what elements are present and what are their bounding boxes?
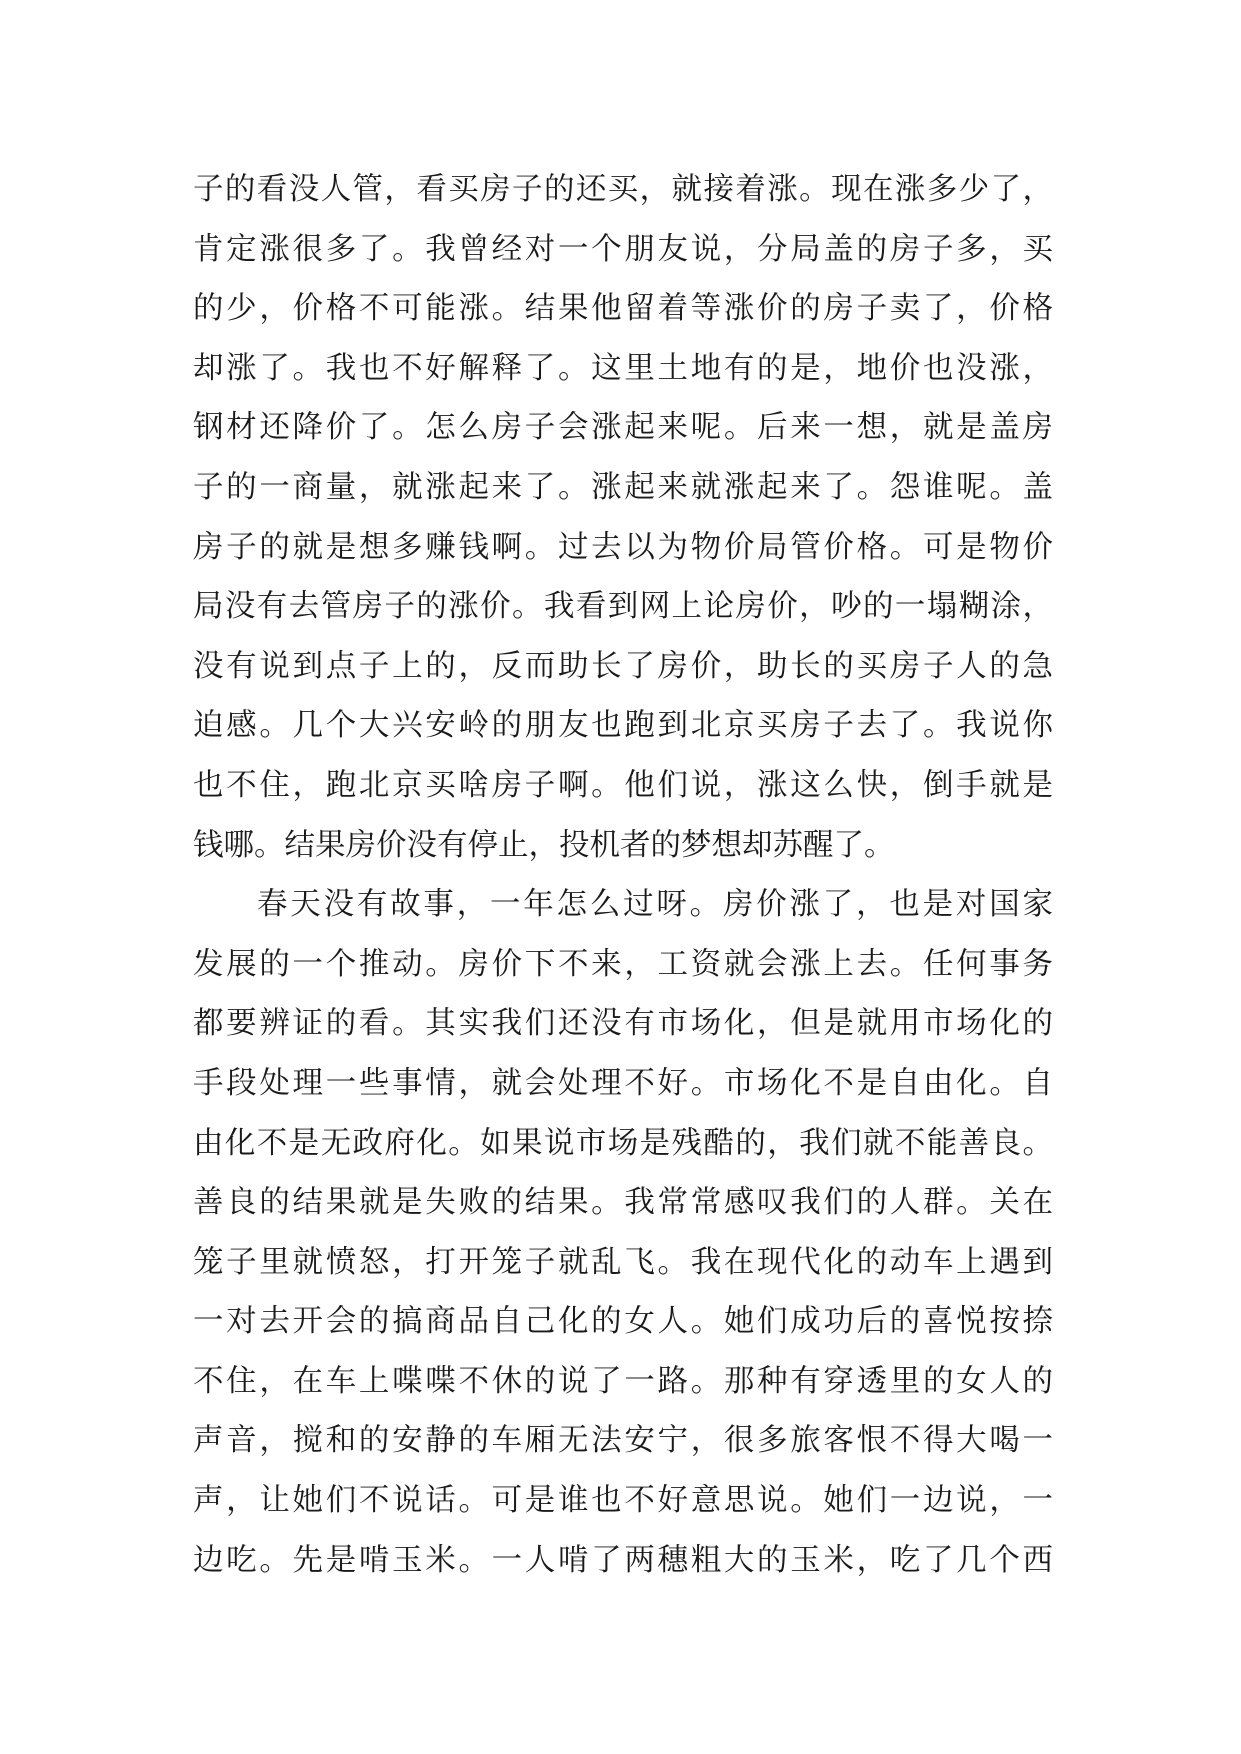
- text-line: 笼子里就愤怒，打开笼子就乱飞。我在现代化的动车上遇到: [193, 1244, 1053, 1280]
- text-line: 子的看没人管，看买房子的还买，就接着涨。现在涨多少了，: [193, 172, 1053, 207]
- text-line: 不住，在车上喋喋不休的说了一路。那种有穿透里的女人的: [193, 1363, 1053, 1399]
- text-line: 局没有去管房子的涨价。我看到网上论房价，吵的一塌糊涂，: [193, 589, 1053, 625]
- text-line: 发展的一个推动。房价下不来，工资就会涨上去。任何事务: [193, 946, 1053, 982]
- text-line: 边吃。先是啃玉米。一人啃了两穗粗大的玉米，吃了几个西: [193, 1542, 1053, 1578]
- text-line: 都要辨证的看。其实我们还没有市场化，但是就用市场化的: [193, 1006, 1053, 1042]
- paragraph-2: [193, 875, 1053, 1590]
- text-line: 没有说到点子上的，反而助长了房价，助长的买房子人的急: [193, 648, 1053, 684]
- text-line: 声音，搅和的安静的车厢无法安宁，很多旅客恨不得大喝一: [193, 1423, 1053, 1459]
- text-line: 肯定涨很多了。我曾经对一个朋友说，分局盖的房子多，买: [193, 231, 1053, 267]
- body-text: [193, 160, 1053, 1590]
- paragraph-1: [193, 160, 1053, 875]
- text-line: 手段处理一些事情，就会处理不好。市场化不是自由化。自: [193, 1065, 1053, 1101]
- text-line: 钢材还降价了。怎么房子会涨起来呢。后来一想，就是盖房: [193, 410, 1053, 446]
- text-line: 子的一商量，就涨起来了。涨起来就涨起来了。怨谁呢。盖: [193, 469, 1053, 505]
- text-line: 声，让她们不说话。可是谁也不好意思说。她们一边说，一: [193, 1483, 1053, 1519]
- text-line: 却涨了。我也不好解释了。这里土地有的是，地价也没涨，: [193, 350, 1053, 386]
- text-line: 善良的结果就是失败的结果。我常常感叹我们的人群。关在: [193, 1185, 1053, 1221]
- text-line: 的少，价格不可能涨。结果他留着等涨价的房子卖了，价格: [193, 291, 1053, 327]
- text-line: 钱哪。结果房价没有停止，投机者的梦想却苏醒了。: [193, 827, 895, 863]
- text-line: 一对去开会的搞商品自己化的女人。她们成功后的喜悦按捺: [193, 1304, 1053, 1340]
- text-line: 迫感。几个大兴安岭的朋友也跑到北京买房子去了。我说你: [193, 708, 1053, 744]
- text-line: 房子的就是想多赚钱啊。过去以为物价局管价格。可是物价: [193, 529, 1053, 565]
- text-line: 由化不是无政府化。如果说市场是残酷的，我们就不能善良。: [193, 1125, 1053, 1161]
- text-line: 也不住，跑北京买啥房子啊。他们说，涨这么快，倒手就是: [193, 767, 1053, 803]
- text-line: 春天没有故事，一年怎么过呀。房价涨了，也是对国家: [257, 887, 1053, 923]
